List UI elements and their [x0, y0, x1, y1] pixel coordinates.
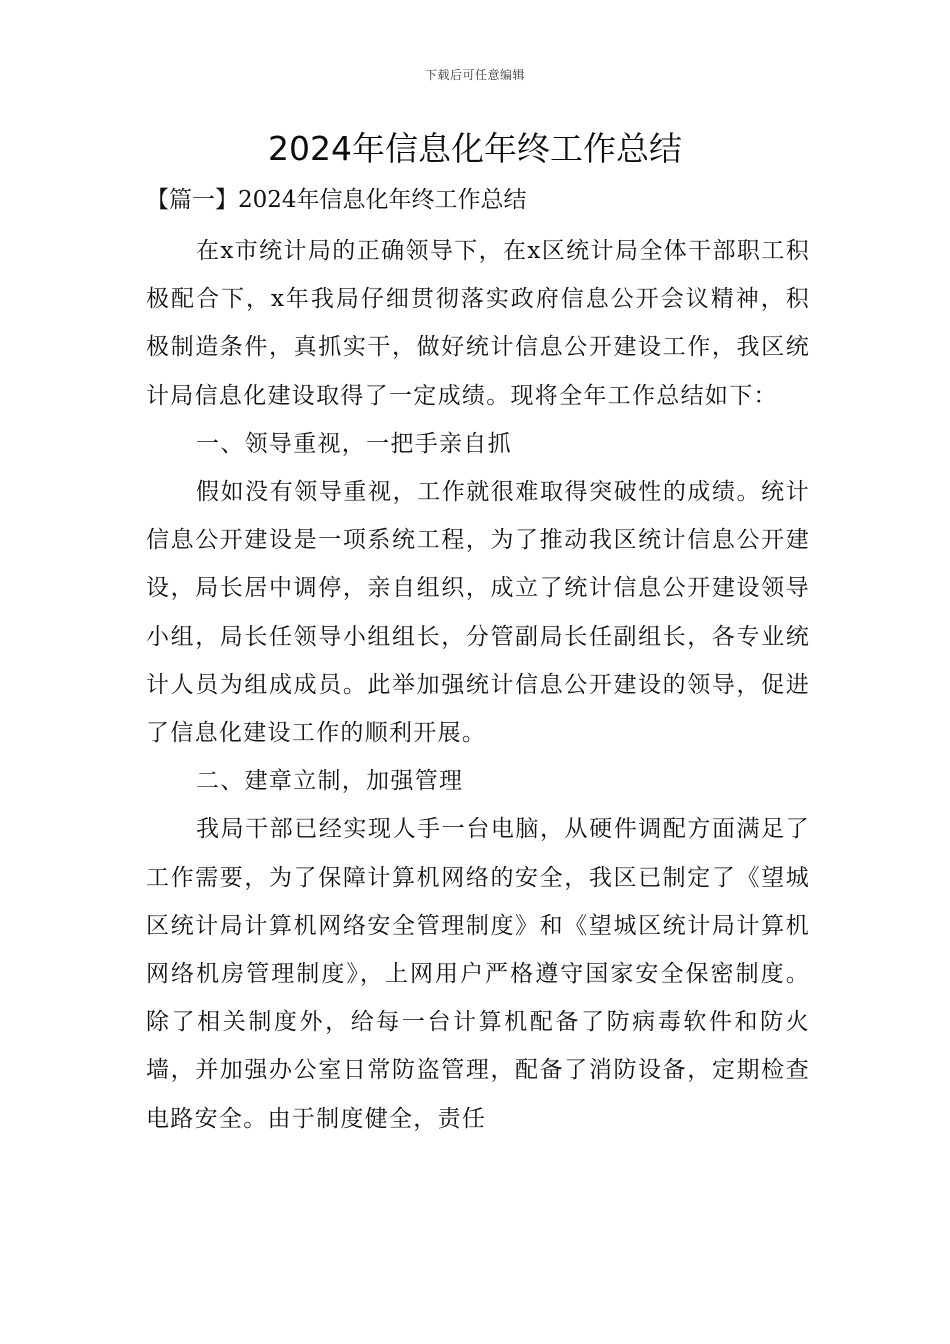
section-heading-leadership: 一、领导重视，一把手亲自抓	[196, 430, 512, 457]
section-heading-regulations: 二、建章立制，加强管理	[196, 768, 464, 795]
section-subtitle: 【篇一】2024年信息化年终工作总结	[146, 187, 527, 213]
leadership-paragraph: 假如没有领导重视，工作就很难取得突破性的成绩。统计信息公开建设是一项系统工程，为了推动我区统计信息公开建设，局长居中调停，亲自组织，成立了统计信息公开建设领导小组，局长任领导小组组长，分管副局长任副组长，各专业统计人员为组成成员。此举加强统计信息公开建设的领导，促进了信息化建设工作的顺利开展。	[146, 479, 810, 747]
regulations-paragraph: 我局干部已经实现人手一台电脑，从硬件调配方面满足了工作需要，为了保障计算机网络的安全，我区已制定了《望城区统计局计算机网络安全管理制度》和《望城区统计局计算机网络机房管理制度》，上网用户严格遵守国家安全保密制度。除了相关制度外，给每一台计算机配备了防病毒软件和防火墙，并加强办公室日常防盗管理，配备了消防设备，定期检查电路安全。由于制度健全，责任	[146, 816, 810, 1132]
header-note: 下载后可任意编辑	[424, 68, 525, 82]
document-body	[146, 227, 810, 1143]
intro-paragraph: 在x市统计局的正确领导下，在x区统计局全体干部职工积极配合下，x年我局仔细贯彻落实政府信息公开会议精神，积极制造条件，真抓实干，做好统计信息公开建设工作，我区统计局信息化建设取得了一定成绩。现将全年工作总结如下：	[146, 238, 810, 409]
document-title: 2024年信息化年终工作总结	[268, 129, 682, 168]
